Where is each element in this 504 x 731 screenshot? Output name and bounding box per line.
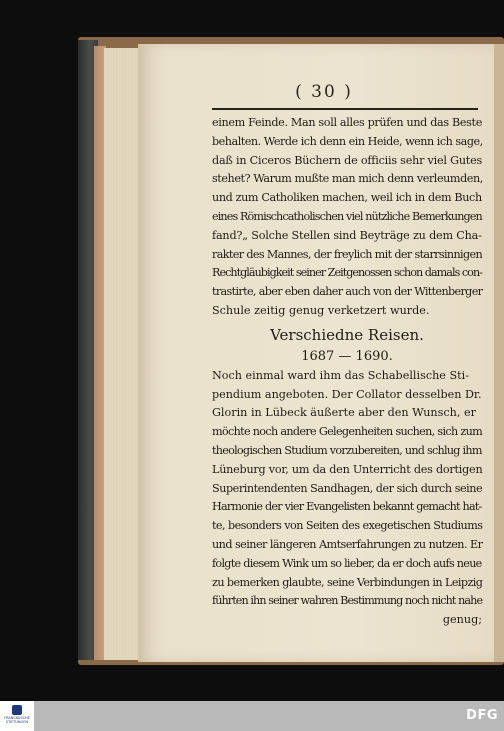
text-line: theologischen Studium vorzubereiten, und schlug ihm: [212, 443, 482, 457]
dfg-logo[interactable]: DFG: [466, 708, 498, 723]
text-line: stehet? Warum mußte man mich denn verleumden,: [212, 172, 483, 186]
text-line: einem Feinde. Man soll alles prüfen und das Beste: [212, 116, 482, 129]
logo-text: FRANCKESCHE STIFTUNGEN: [4, 716, 30, 724]
text-line: behalten. Werde ich denn ein Heide, wenn ich sage,: [212, 134, 483, 148]
text-line: daß in Ciceros Büchern de officiis sehr viel Gutes: [212, 153, 483, 167]
book-page: [138, 44, 494, 662]
text-line: trastirte, aber eben daher auch von der Wittenberger: [212, 285, 483, 299]
text-line: Noch einmal ward ihm das Schabellische Sti-: [212, 368, 469, 382]
section-years: 1687 — 1690.: [301, 348, 393, 364]
page-number: ( 30 ): [295, 82, 353, 102]
text-line: rakter des Mannes, der freylich mit der starrsinnigen: [212, 247, 483, 261]
text-line: Glorin in Lübeck äußerte aber den Wunsch, er: [212, 406, 476, 420]
text-line: pendium angeboten. Der Collator desselben Dr.: [212, 387, 482, 401]
text-line: Harmonie der vier Evangelisten bekannt gemacht hat-: [212, 500, 482, 514]
viewer-footer: [0, 701, 504, 731]
text-line: zu bemerken glaubte, seine Verbindungen in Leipzig: [212, 575, 483, 589]
section-heading: Verschiedne Reisen.: [270, 325, 424, 344]
institution-logo-icon: [12, 705, 22, 715]
text-line: Schule zeitig genug verketzert wurde.: [212, 303, 430, 317]
text-line: Rechtgläubigkeit seiner Zeitgenossen schon damals con-: [212, 266, 482, 280]
text-line: und seiner längeren Amtserfahrungen zu nutzen. Er: [212, 537, 483, 551]
text-line: Lüneburg vor, um da den Unterricht des dortigen: [212, 462, 483, 476]
page-text: [212, 114, 482, 630]
text-line: folgte diesem Wink um so lieber, da er doch aufs neue: [212, 556, 482, 570]
text-line: fand?„ Solche Stellen sind Beyträge zu dem Cha-: [212, 228, 482, 242]
text-line: und zum Catholiken machen, weil ich in dem Buch: [212, 191, 482, 205]
catchword: genug;: [442, 613, 482, 627]
text-line: führten ihn seiner wahren Bestimmung noch nicht nahe: [212, 594, 483, 608]
text-line: te, besonders von Seiten des exegetischen Studiums: [212, 519, 483, 533]
franckesche-stiftungen-logo[interactable]: [0, 701, 34, 731]
text-line: möchte noch andere Gelegenheiten suchen, sich zum: [212, 425, 483, 439]
text-line: eines Römischcatholischen viel nützliche Bemerkungen: [212, 209, 482, 223]
header-rule: [212, 108, 478, 110]
text-line: Superintendenten Sandhagen, der sich durch seine: [212, 481, 483, 495]
